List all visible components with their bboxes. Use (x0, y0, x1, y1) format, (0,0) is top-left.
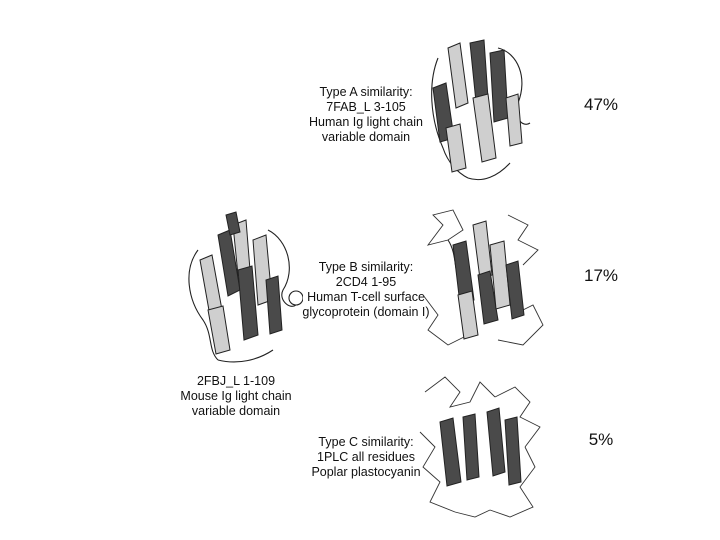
type-a-caption (296, 85, 436, 145)
type-a-structure-image (418, 28, 538, 188)
type-a-caption-line: Type A similarity: (319, 85, 413, 99)
type-b-structure-image (418, 205, 548, 355)
type-b-caption-line: Type B similarity: (318, 260, 414, 274)
type-c-caption-line: Poplar plastocyanin (311, 465, 421, 479)
reference-caption (166, 374, 306, 419)
type-a-caption-line: variable domain (321, 130, 411, 144)
type-b-caption (296, 260, 436, 320)
type-b-caption-line: glycoprotein (domain I) (302, 305, 430, 319)
type-b-caption-line: 2CD4 1-95 (335, 275, 397, 289)
type-b-percent: 17% (583, 266, 619, 285)
reference-caption-line: 2FBJ_L 1-109 (196, 374, 276, 388)
type-c-structure-image (415, 372, 545, 522)
type-b-caption-line: Human T-cell surface (307, 290, 425, 304)
type-c-caption-line: Type C similarity: (318, 435, 414, 449)
type-a-caption-line: Human Ig light chain (309, 115, 423, 129)
reference-structure-image (178, 210, 303, 370)
reference-caption-line: variable domain (191, 404, 281, 418)
type-c-caption-line: 1PLC all residues (317, 450, 415, 464)
type-a-caption-line: 7FAB_L 3-105 (326, 100, 406, 114)
type-c-percent: 5% (588, 430, 614, 449)
reference-caption-line: Mouse Ig light chain (180, 389, 292, 403)
type-a-percent: 47% (583, 95, 619, 114)
